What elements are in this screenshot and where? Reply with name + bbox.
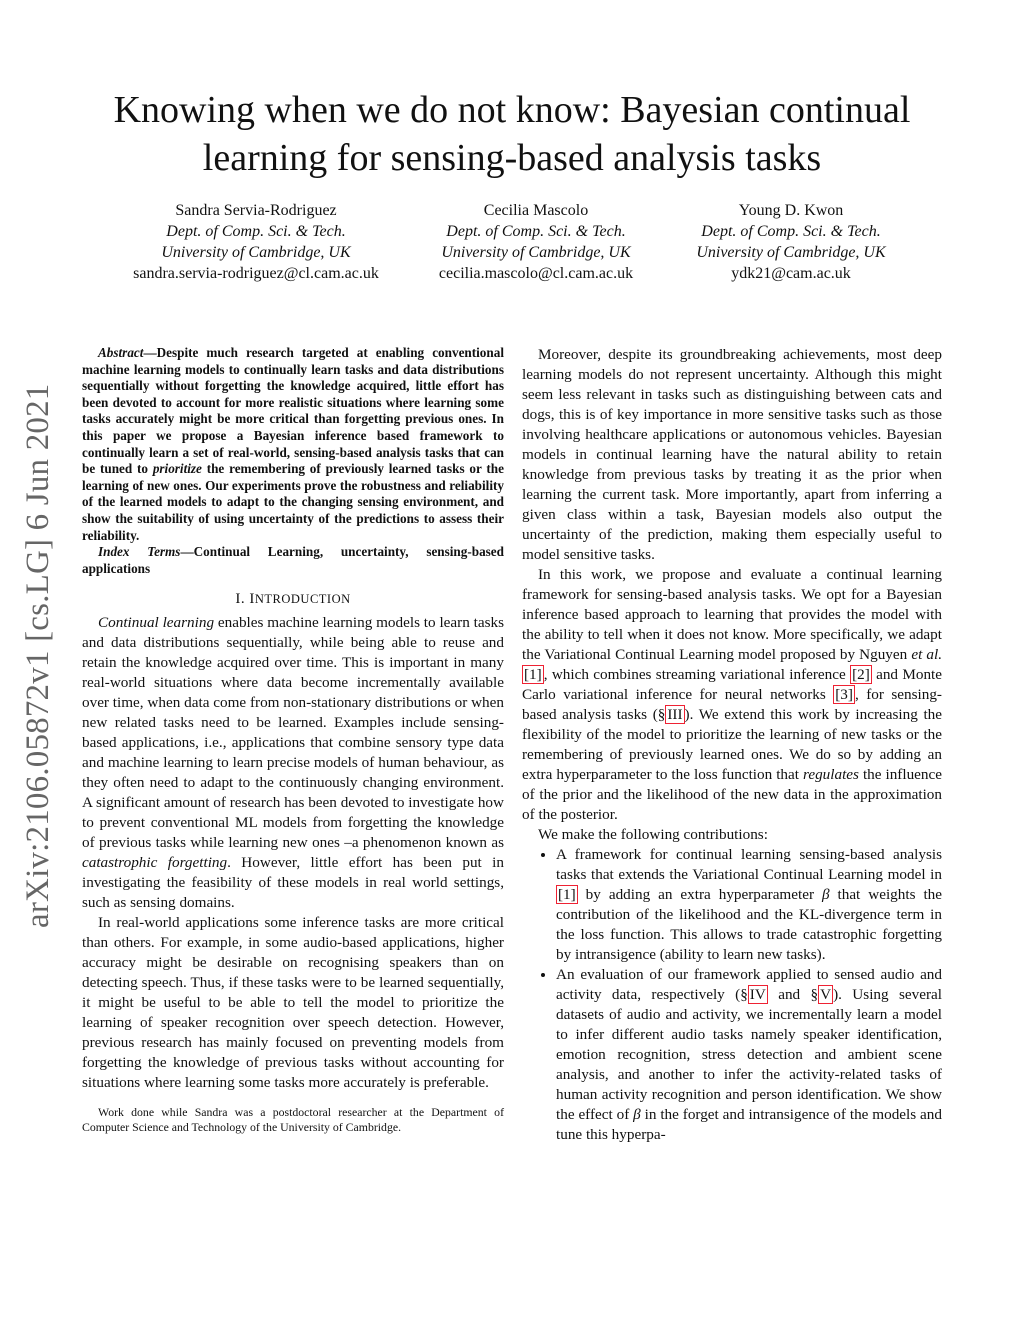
arxiv-stamp: arXiv:2106.05872v1 [cs.LG] 6 Jun 2021: [20, 383, 56, 928]
intro-paragraph-2: In real-world applications some inference tasks are more critical than others. For example, in some audio-based applications, higher accuracy might be desirable on recognising speakers than on detecting speech. Thus, if these tasks were to be learned sequentially, it might be useful to be able to tell the model to prioritize the learning of speaker recognition over speech detection. However, previous research has mainly focused on preventing models from forgetting the knowledge of previous tasks without accounting for situations where learning some tasks more accurately is preferable.: [82, 914, 504, 1092]
author-name: Young D. Kwon: [738, 202, 844, 219]
intro-text: enables machine learning models to learn tasks and data distributions sequentially, while being able to reuse and retain the knowledge acquired over time. This is important in many real-world situations where data become incrementally available over time, when data come from non-stationary distributions or when new related tasks need to be learned. Examples include sensing-based applications, i.e., applications that combine sensory type data and machine learning to learn precise models of human behaviour, as they often need to adapt to the continuously changing environment. A significant amount of research has been devoted to investigate how to prevent conventional ML models from forgetting the knowledge of previous tasks while learning new ones –a phenomenon known as: [82, 614, 505, 852]
et-al: et al.: [911, 646, 942, 663]
right-paragraph-1: Moreover, despite its groundbreaking achievements, most deep learning models do not represent uncertainty. Although this might seem less relevant in tasks such as distinguishing between cats and dogs, this is of key importance in more sensitive tasks such as those involving healthcare applications or autonomous vehicles. Bayesian models in continual learning have the natural ability to retain knowledge from previous tasks by treating it as the prior when learning the current task. More importantly, apart from inferring a given class within a task, Bayesian models also output the uncertainty of the prediction, making them especially useful to model sensitive tasks.: [522, 346, 942, 563]
author-university: University of Cambridge, UK: [696, 244, 886, 261]
intro-paragraph-1: [82, 613, 504, 913]
left-column: [82, 345, 504, 1135]
text: that weights the contribution of the likelihood and the KL-divergence term in the loss function. This allows to trade catastrophic forgetting by intransigence (ability to learn new tasks).: [556, 886, 942, 963]
citation-link-1[interactable]: [1]: [524, 666, 542, 683]
author-email[interactable]: sandra.servia-rodriguez@cl.cam.ac.uk: [133, 265, 379, 282]
index-terms: [82, 544, 504, 577]
index-terms-label: Index Terms: [98, 544, 181, 560]
citation-link-3[interactable]: [3]: [835, 686, 853, 703]
contributions-list: [522, 845, 942, 1145]
citation-link-2[interactable]: [2]: [852, 666, 870, 683]
text: , for sensing-based analysis tasks (§: [522, 686, 942, 723]
author-1: [96, 200, 416, 284]
author-dept: Dept. of Comp. Sci. & Tech.: [701, 223, 881, 240]
abstract: [82, 345, 504, 544]
author-3: [631, 200, 951, 284]
text: by adding an extra hyperparameter: [577, 886, 822, 903]
title-line-2: learning for sensing-based analysis tasks: [202, 137, 822, 179]
section-link-v[interactable]: V: [820, 986, 832, 1003]
intro-emphasis: Continual learning: [98, 614, 215, 632]
text: A framework for continual learning sensing-based analysis tasks that extends the Variational Continual Learning model in: [556, 846, 942, 883]
text: in the forget and intransigence of the models and tune this hyperpa-: [556, 1106, 942, 1143]
index-terms-text: —Continual Learning, uncertainty, sensing-based applications: [82, 544, 504, 576]
paper-title: [62, 86, 962, 182]
author-dept: Dept. of Comp. Sci. & Tech.: [446, 223, 626, 240]
author-email[interactable]: ydk21@cam.ac.uk: [731, 265, 851, 282]
author-university: University of Cambridge, UK: [161, 244, 351, 261]
author-name: Sandra Servia-Rodriguez: [175, 202, 337, 219]
abstract-text: —Despite much research targeted at enabling conventional machine learning models to continually learn tasks and data distributions sequentially without forgetting the knowledge acquired, little effort has been devoted to account for more realistic situations where learning some tasks accurately might be more critical than forgetting previous ones. In this paper we propose a Bayesian inference based framework to continually learn a set of real-world, sensing-based analysis tasks that can be tuned to: [82, 345, 504, 477]
author-email[interactable]: cecilia.mascolo@cl.cam.ac.uk: [438, 265, 634, 282]
section-first-letter: I: [249, 591, 255, 608]
abstract-emphasis: prioritize: [152, 461, 202, 477]
beta-symbol: β: [821, 886, 830, 903]
title-line-1: Knowing when we do not know: Bayesian continual: [113, 89, 911, 131]
text: the influence of the prior and the likelihood of the new data in the approximation of the posterior.: [522, 766, 942, 823]
right-paragraph-2: [522, 565, 942, 825]
section-heading-introduction: [82, 589, 504, 609]
section-title-rest: NTRODUCTION: [254, 592, 351, 607]
author-name: Cecilia Mascolo: [483, 202, 589, 219]
right-paragraph-3: We make the following contributions:: [538, 826, 768, 843]
section-link-iv[interactable]: IV: [749, 986, 766, 1003]
intro-emphasis-2: catastrophic forgetting: [82, 854, 228, 872]
contribution-item-2: [556, 965, 942, 1145]
text: and Monte Carlo variational inference for neural networks: [522, 666, 942, 703]
author-university: University of Cambridge, UK: [441, 244, 631, 261]
footnote: Work done while Sandra was a postdoctoral researcher at the Department of Computer Science and Technology of the University of Cambridge.: [82, 1105, 504, 1135]
right-column: [522, 345, 942, 1145]
text: In this work, we propose and evaluate a continual learning framework for sensing-based analysis tasks. We opt for a Bayesian inference based approach to learning that provides the model with the ability to tell when it does not know. More specifically, we adapt the Variational Continual Learning model proposed by Nguyen: [522, 566, 942, 663]
text: ). We extend this work by increasing the flexibility of the model to prioritize the learning of new tasks or the remembering of previously learned ones. We do so by adding an extra hyperparameter to the loss function that: [522, 706, 942, 783]
section-link-iii[interactable]: III: [667, 706, 683, 723]
author-dept: Dept. of Comp. Sci. & Tech.: [166, 223, 346, 240]
beta-symbol: β: [633, 1106, 641, 1123]
text: ). Using several datasets of audio and activity, we incrementally learn a model to infer different audio tasks namely speaker identification, emotion recognition, stress detection and ambient scene analysis, and another to infer the activity-related tasks of human activity recognition and person identification. We show the effect of: [556, 986, 942, 1123]
abstract-label: Abstract: [98, 345, 144, 360]
citation-link-1[interactable]: [1]: [558, 886, 576, 903]
text: and §: [767, 986, 819, 1003]
abstract-text-2: the remembering of previously learned tasks or the learning of new ones. Our experiments prove the robustness and reliability of the learned models to adapt to the changing sensing environment, and show the suitability of using uncertainty of the predictions to assess their reliability.: [82, 461, 504, 543]
text: , which combines streaming variational inference: [543, 666, 851, 683]
text: An evaluation of our framework applied to sensed audio and activity data, respectively (§: [556, 966, 942, 1003]
emphasis: regulates: [802, 766, 859, 783]
contribution-item-1: [556, 845, 942, 965]
section-number: I.: [235, 591, 250, 608]
intro-text-2: . However, little effort has been put in investigating the feasibility of these models in real world settings, such as sensing domains.: [82, 854, 504, 912]
